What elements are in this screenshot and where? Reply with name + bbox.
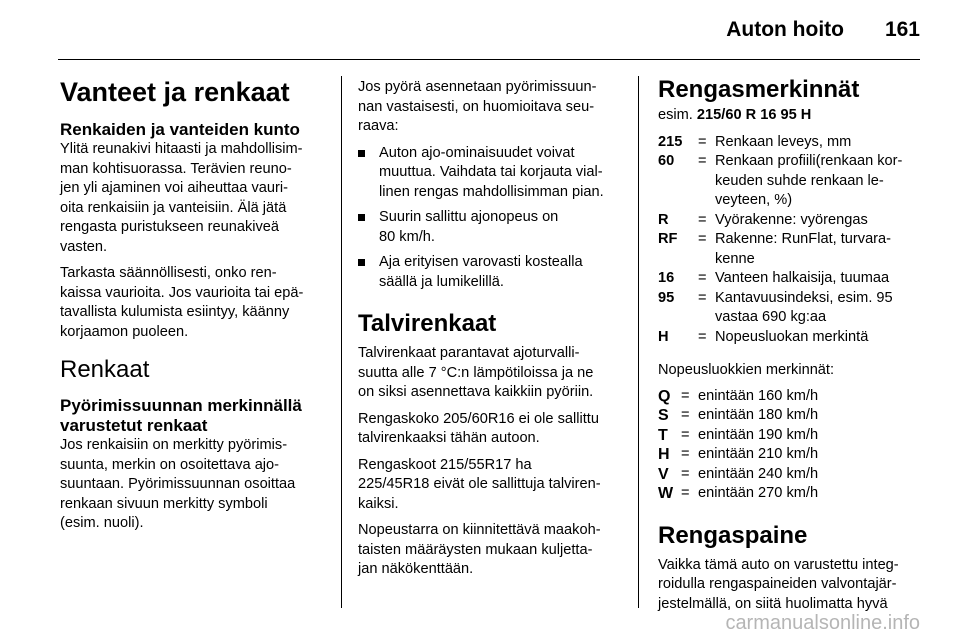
column-divider-1 [341, 76, 342, 608]
winter-paragraph-2: Rengaskoko 205/60R16 ei ole sallittu talvirenkaaksi tähän autoon. [358, 410, 599, 446]
column-3 [658, 76, 924, 621]
section-heading-winter: Talvirenkaat [358, 310, 497, 337]
rotation-paragraph: Jos renkaisiin on merkitty pyörimis- suunta, merkin on osoitettava ajo- suuntaan. Pyörimissuunnan osoittaa renkaan sivuun merkitty symboli (esim. nuoli). [60, 437, 296, 531]
winter-paragraph-3: Rengaskoot 215/55R17 ha 225/45R18 eivät ole sallittuja talviren- kaiksi. [358, 456, 601, 512]
definition-row: 16 = Vanteen halkaisija, tuumaa [658, 270, 890, 286]
watermark: carmanualsonline.info [725, 612, 920, 634]
column-2 [358, 78, 634, 587]
definition-row: RF = Rakenne: RunFlat, turvara- kenne [658, 231, 892, 267]
definition-row: 95 = Kantavuusindeksi, esim. 95 vastaa 690 kg:aa [658, 289, 893, 325]
speed-row: H = enintään 210 km/h [658, 446, 819, 463]
subheading-rotation-line-2: varustetut renkaat [60, 416, 208, 435]
header-rule [58, 59, 920, 60]
definition-row: 215 = Renkaan leveys, mm [658, 133, 852, 150]
winter-paragraph-1: Talvirenkaat parantavat ajoturvalli- suutta alle 7 °C:n lämpötiloissa ja ne on siksi asennettava kaikkiin pyöriin. [358, 345, 594, 400]
definition-row: R = Vyörakenne: vyörengas [658, 211, 868, 228]
speed-row: T = enintään 190 km/h [658, 426, 819, 444]
section-heading-markings: Rengasmerkinnät [658, 76, 860, 103]
reverse-intro: Jos pyörä asennetaan pyörimissuun- nan vastaisesti, on huomioitava seu- raava: [358, 79, 597, 134]
definition-row: H = Nopeusluokan merkintä [658, 328, 869, 345]
winter-paragraph-4: Nopeustarra on kiinnitettävä maakoh- taisten määräysten mukaan kuljetta- jan näkökenttään. [358, 522, 601, 577]
section-heading-tyres: Renkaat [60, 356, 150, 383]
bullet-item: Aja erityisen varovasti kostealla säällä ja lumikelillä. [358, 253, 634, 292]
condition-paragraph-2: Tarkasta säännöllisesti, onko ren- kaissa vaurioita. Jos vaurioita tai epä- tavallista kulumista esiintyy, käänny korjaamon puoleen. [60, 265, 304, 340]
speed-row: Q = enintään 160 km/h [658, 387, 819, 405]
speed-class-list [658, 387, 924, 504]
main-heading: Vanteet ja renkaat [60, 77, 290, 107]
speed-row: V = enintään 240 km/h [658, 465, 819, 483]
bullet-square-icon [358, 150, 365, 157]
running-header-title: Auton hoito [726, 18, 844, 41]
definition-row: 60 = Renkaan profiili(renkaan kor- keuden suhde renkaan le- veyteen, %) [658, 153, 903, 208]
marking-example: esim. 215/60 R 16 95 H [658, 107, 812, 123]
section-heading-condition: Renkaiden ja vanteiden kunto [60, 120, 300, 139]
column-divider-2 [638, 76, 639, 608]
bullet-item: Suurin sallittu ajonopeus on 80 km/h. [358, 208, 634, 247]
bullet-item: Auton ajo-ominaisuudet voivat muuttua. Vaihdata tai korjauta vial- linen rengas mahdollisimman pian. [358, 144, 634, 203]
bullet-square-icon [358, 259, 365, 266]
marking-definitions [658, 133, 924, 348]
speed-row: W = enintään 270 km/h [658, 485, 819, 502]
speed-classes-intro: Nopeusluokkien merkinnät: [658, 362, 835, 378]
page-number: 161 [884, 18, 920, 41]
speed-row: S = enintään 180 km/h [658, 407, 819, 424]
bullet-square-icon [358, 214, 365, 221]
subheading-rotation-line-1: Pyörimissuunnan merkinnällä [60, 396, 302, 415]
condition-paragraph-1: Ylitä reunakivi hitaasti ja mahdollisim- man kohtisuorassa. Terävien reuno- jen yli ajaminen voi aiheuttaa vauri- oita renkaisiin ja vanteisiin. Älä jätä rengasta puristukseen reunakiveä vasten. [60, 141, 303, 255]
section-heading-pressure: Rengaspaine [658, 521, 808, 549]
column-1 [60, 76, 332, 541]
pressure-paragraph: Vaikka tämä auto on varustettu integ- roidulla rengaspaineiden valvontajär- jestelmällä, on siitä huolimatta hyvä [658, 556, 899, 612]
